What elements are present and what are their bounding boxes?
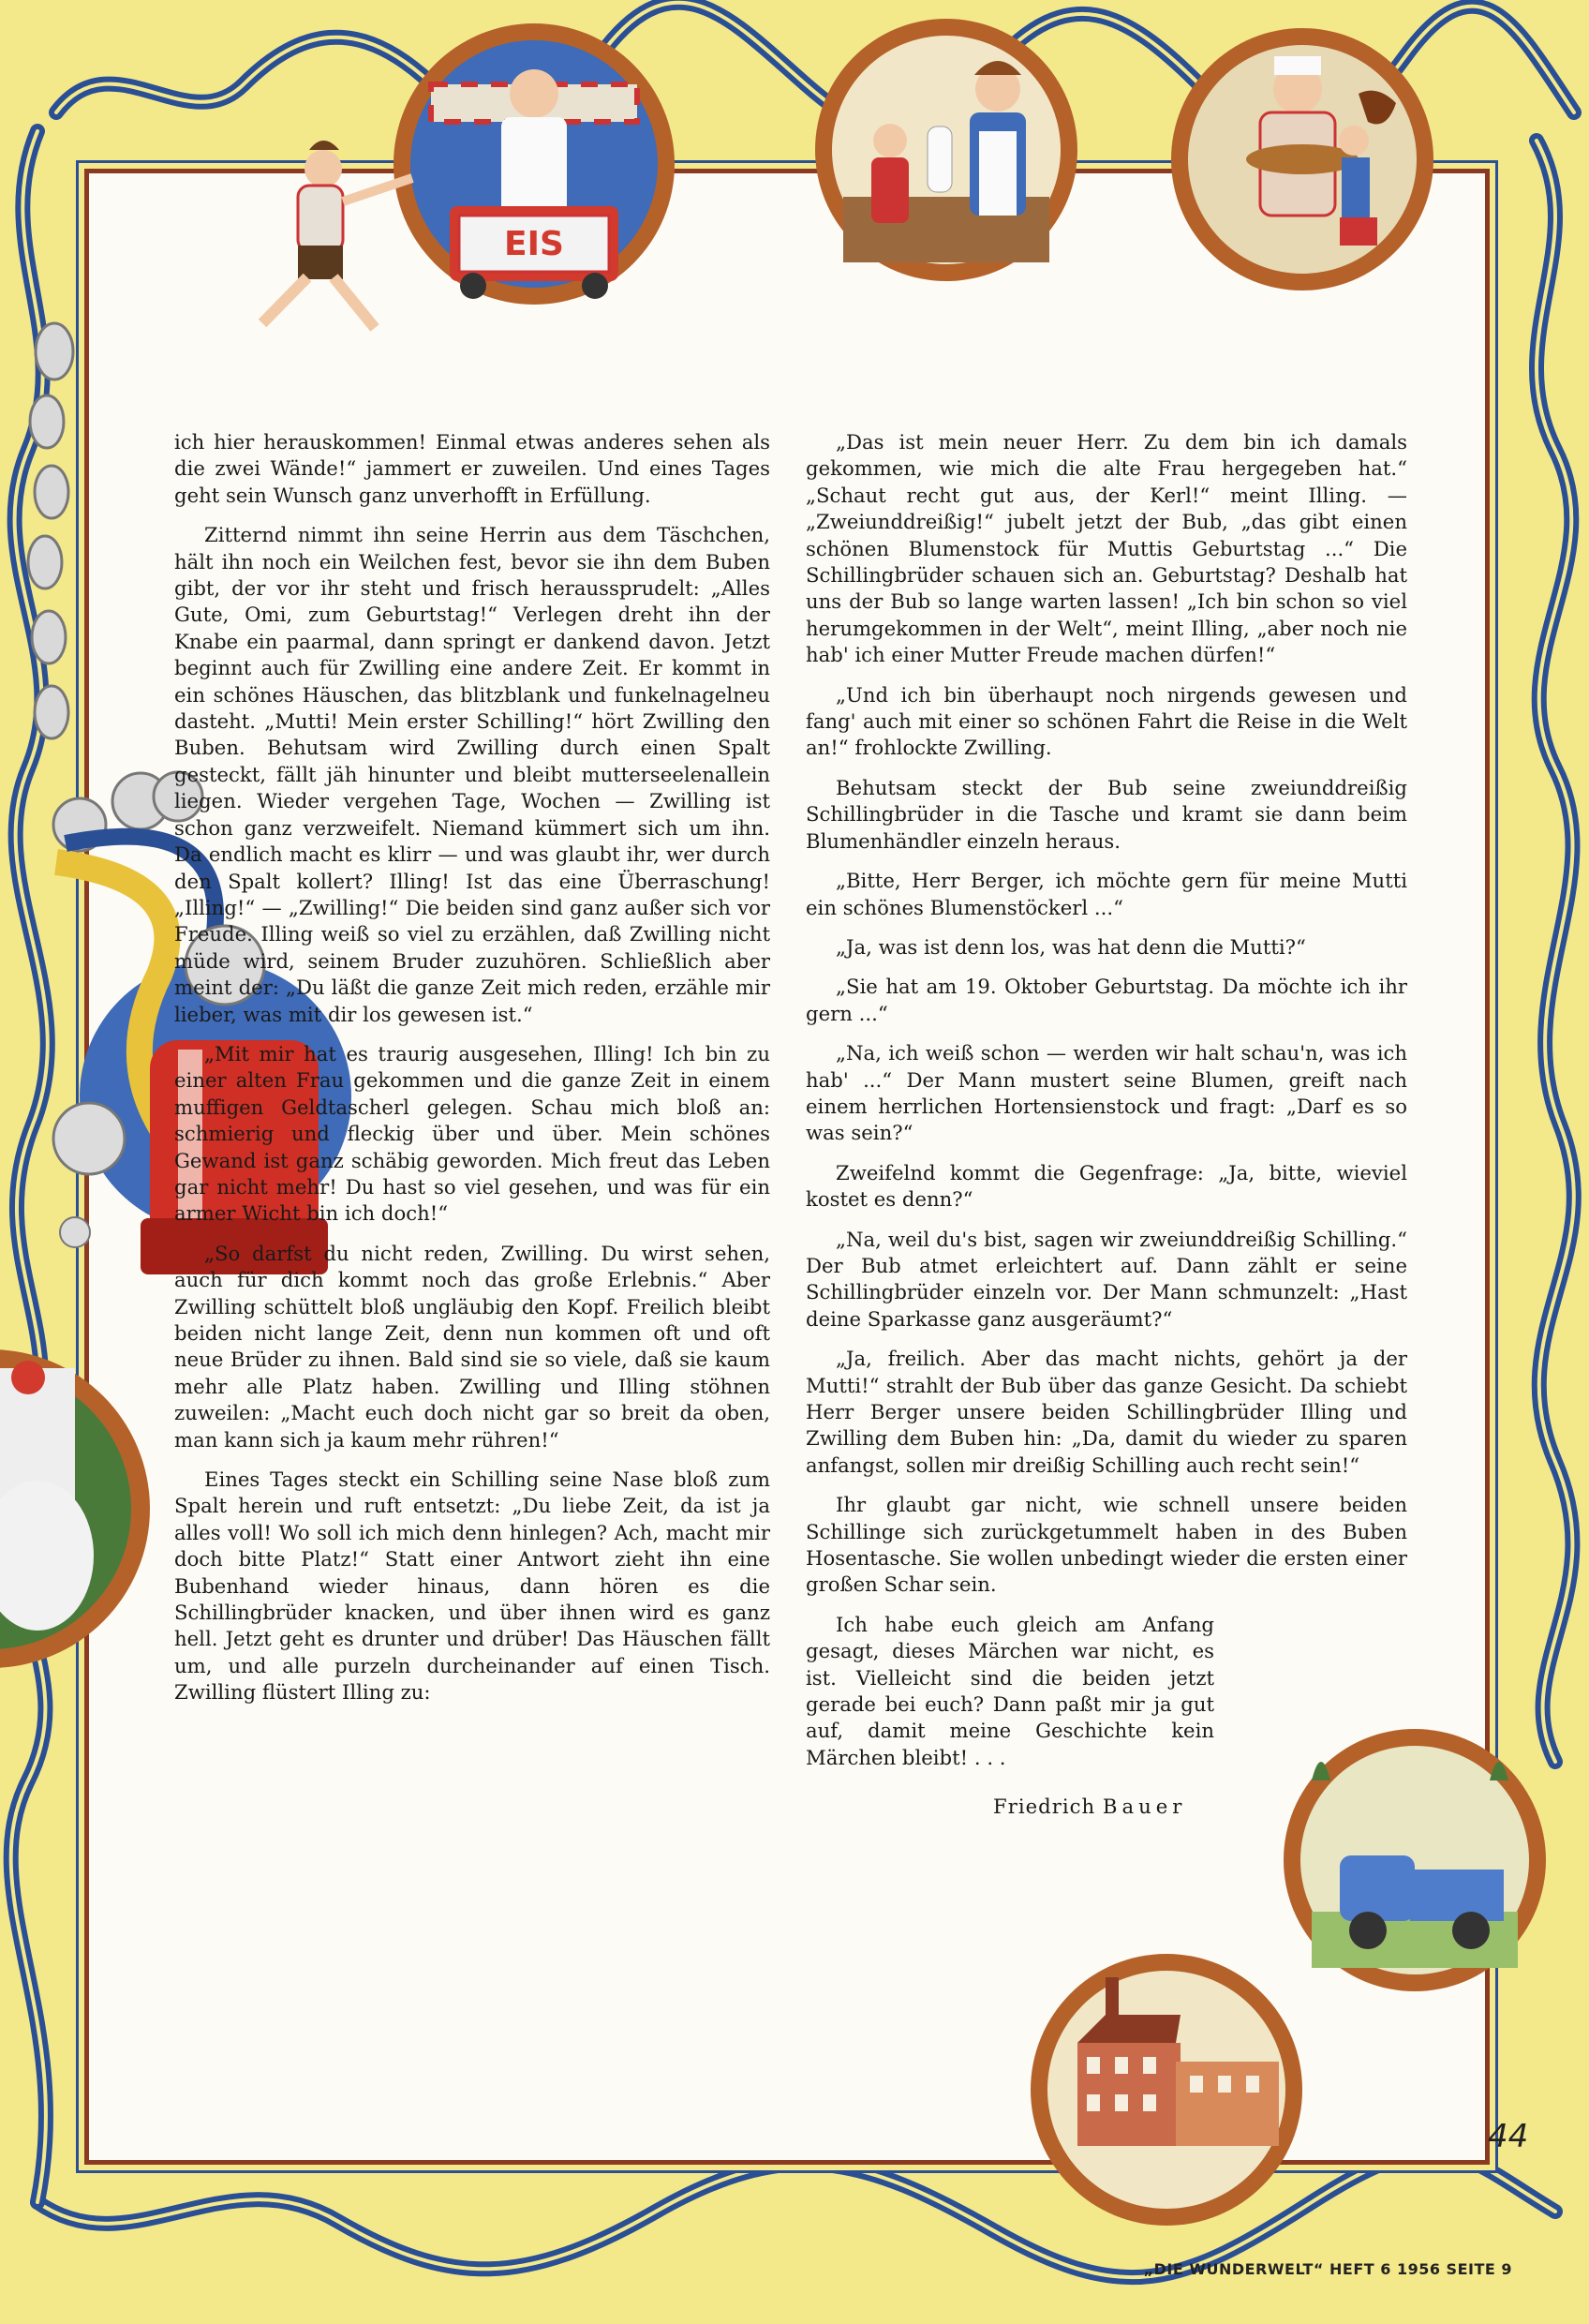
- flower-medallion: [0, 1349, 150, 1668]
- handwritten-page-number: 44: [1488, 2118, 1529, 2155]
- author-first-name: Friedrich: [993, 1795, 1096, 1819]
- right-paragraph-12: Ich habe euch gleich am Anfang gesagt, dieses Märchen war nicht, es ist. Vielleicht sind die beiden jetzt gerade bei euch? Dann paßt mir ja gut auf, damit meine Geschichte kein Märchen bleibt! . . .: [806, 1612, 1214, 1769]
- right-paragraph-9: „Na, weil du's bist, sagen wir zweiunddreißig Schilling.“ Der Bub atmet erleichtert auf. Dann zählt er seine Schillingbrüder einzeln vor. Der Mann schmunzelt: „Hast deine Sparkasse ganz ausgeräumt?“: [806, 1227, 1407, 1331]
- running-boy: [262, 141, 412, 328]
- baker-medallion: [1171, 28, 1433, 290]
- factory-medallion: [1031, 1954, 1302, 2226]
- right-paragraph-5: „Ja, was ist denn los, was hat denn die Mutti?“: [836, 934, 1306, 959]
- right-paragraph-4: „Bitte, Herr Berger, ich möchte gern für meine Mutti ein schönes Blumenstöckerl ...“: [806, 869, 1407, 919]
- right-paragraph-1: „Das ist mein neuer Herr. Zu dem bin ich damals gekommen, wie mich die alte Frau hergegeben hat.“ „Schaut recht gut aus, der Kerl!“ meint Illing. — „Zweiunddreißig!“ jubelt jetzt der Bub, „das gibt einen schönen Blumenstock für Muttis Geburtstag ...“ Die Schillingbrüder schauen sich an. Geburtstag? Deshalb hat uns der Bub so lange warten lassen! „Ich bin schon so viel herumgekommen in der Welt“, meint Illing, „aber noch nie hab' ich einer Mutter Freude machen dürfen!“: [806, 430, 1407, 667]
- right-paragraph-6: „Sie hat am 19. Oktober Geburtstag. Da möchte ich ihr gern ...“: [806, 975, 1407, 1025]
- right-paragraph-8: Zweifelnd kommt die Gegenfrage: „Ja, bitte, wieviel kostet es denn?“: [806, 1160, 1407, 1212]
- page-footer: „DIE WUNDERWELT“ HEFT 6 1956 SEITE 9: [1143, 2260, 1512, 2278]
- left-paragraph-3: „Mit mir hat es traurig ausgesehen, Illing! Ich bin zu einer alten Frau gekommen und die ganze Zeit in einem muffigen Geldtascherl gelegen. Schau mich bloß an: schmierig und fleckig über und über. Mein schönes Gewand ist ganz schäbig geworden. Mich freut das Leben gar nicht mehr! Du hast so viel gesehen, und was für ein armer Wicht bin ich doch!“: [174, 1041, 770, 1226]
- left-paragraph-4: „So darfst du nicht reden, Zwilling. Du wirst sehen, auch für dich kommt noch das große Erlebnis.“ Aber Zwilling schüttelt bloß ungläubig den Kopf. Freilich bleibt beiden nicht lange Zeit, denn nun kommen oft und oft neue Brüder zu ihnen. Bald sind sie so viele, daß sie kaum mehr alle Platz haben. Zwilling und Illing stöhnen zuweilen: „Macht euch doch nicht gar so breit da oben, man kann sich ja kaum mehr rühren!“: [174, 1241, 770, 1452]
- left-column: [174, 429, 770, 1720]
- right-paragraph-7: „Na, ich weiß schon — werden wir halt schau'n, was ich hab' ...“ Der Mann mustert seine Blumen, greift nach einem herrlichen Hortensienstock und fragt: „Darf es so was sein?“: [806, 1041, 1407, 1145]
- left-paragraph-1: ich hier herauskommen! Einmal etwas anderes sehen als die zwei Wände!“ jammert er zuweilen. Und eines Tages geht sein Wunsch ganz unverhofft in Erfüllung.: [174, 430, 770, 507]
- right-paragraph-3: Behutsam steckt der Bub seine zweiunddreißig Schillingbrüder in die Tasche und kramt sie dann beim Blumenhändler einzeln heraus.: [806, 775, 1407, 853]
- author-signature: [806, 1794, 1214, 1820]
- left-paragraph-2: Zitternd nimmt ihn seine Herrin aus dem Täschchen, hält ihn noch ein Weilchen fest, bevor sie ihn dem Buben gibt, der vor ihr steht und frisch heraussprudelt: „Alles Gute, Omi, zum Geburtstag!“ Verlegen dreht ihn der Knabe ein paarmal, dann springt er dankend davon. Jetzt beginnt auch für Zwilling eine andere Zeit. Er kommt in ein schönes Häuschen, das blitzblank und funkelnagelneu dasteht. „Mutti! Mein erster Schilling!“ hört Zwilling den Buben. Behutsam wird Zwilling durch einen Spalt gesteckt, fällt jäh hinunter und bleibt mutterseelenallein liegen. Wieder vergehen Tage, Wochen — Zwilling ist schon ganz verzweifelt. Niemand kümmert sich um ihn. Da endlich macht es klirr — und was glaubt ihr, wer durch den Spalt kollert? Illing! Ist das eine Überraschung! „Illing!“ — „Zwilling!“ Die beiden sind ganz außer sich vor Freude. Illing weiß so viel zu erzählen, daß Zwilling nicht müde wird, seinem Bruder zuzuhören. Schließlich aber meint der: „Du läßt die ganze Zeit mich reden, erzähle mir lieber, was mit dir los gewesen ist.“: [174, 523, 770, 1026]
- right-column: [806, 429, 1407, 1821]
- left-paragraph-5: Eines Tages steckt ein Schilling seine Nase bloß zum Spalt herein und ruft entsetzt: „Du liebe Zeit, da ist ja alles voll! Wo soll ich mich denn hinlegen? Ach, macht mir doch bitte Platz!“ Statt einer Antwort zieht ihn eine Bubenhand wieder hinaus, dann hören es die Schillingbrüder knacken, und über ihnen wird es ganz hell. Jetzt geht es drunter und drüber! Das Häuschen fällt um, und alle purzeln durcheinander auf einen Tisch. Zwilling flüstert Illing zu:: [174, 1467, 770, 1705]
- ice-cream-sign: EIS: [504, 225, 564, 263]
- right-paragraph-10: „Ja, freilich. Aber das macht nichts, gehört ja der Mutti!“ strahlt der Bub über das ganze Gesicht. Da schiebt Herr Berger unsere beiden Schillingbrüder Illing und Zwilling dem Buben hin: „Da, damit du wieder zu sparen anfangst, sollen mir dreißig Schilling auch recht sein!“: [806, 1347, 1407, 1477]
- author-last-name: Bauer: [1102, 1795, 1187, 1819]
- right-paragraph-2: „Und ich bin überhaupt noch nirgends gewesen und fang' auch mit einer so schönen Fahrt die Reise in die Welt an!“ frohlockte Zwilling.: [806, 682, 1407, 760]
- shop-medallion: [815, 19, 1077, 281]
- ice-cream-medallion: [394, 23, 675, 305]
- right-paragraph-11: Ihr glaubt gar nicht, wie schnell unsere beiden Schillinge sich zurückgetummelt haben in des Buben Hosentasche. Sie wollen unbedingt wieder die ersten einer großen Schar sein.: [806, 1493, 1407, 1597]
